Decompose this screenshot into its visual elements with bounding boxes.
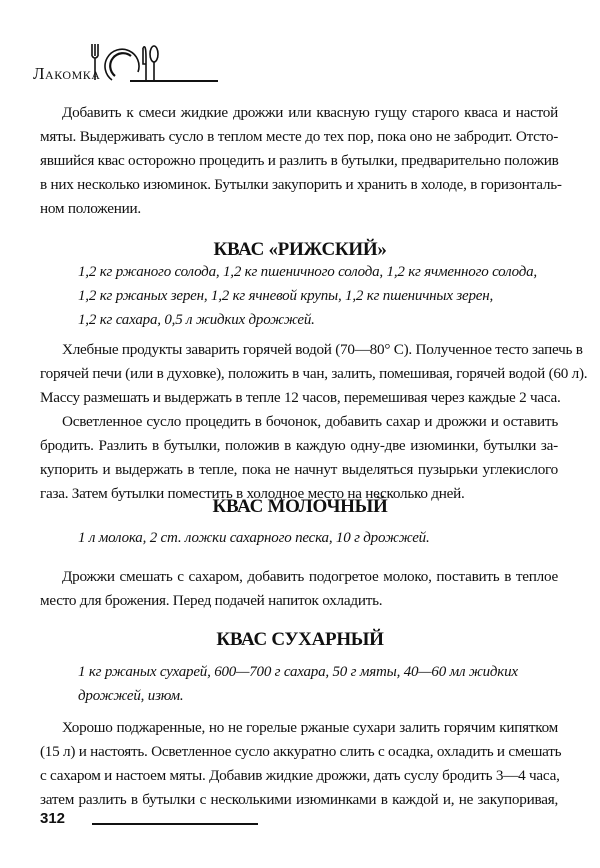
- text-line: Добавить к смеси жидкие дрожжи или квасную гущу старого кваса и настой: [62, 104, 558, 121]
- text-line: (15 л) и настоять. Осветленное сусло аккуратно слить с осадка, охладить и смешать: [40, 743, 562, 760]
- page-number: 312: [40, 810, 66, 827]
- recipe-title: КВАС МОЛОЧНЫЙ: [212, 496, 388, 517]
- ingredients-line: дрожжей, изюм.: [78, 688, 184, 704]
- recipe-title: КВАС «РИЖСКИЙ»: [213, 239, 387, 260]
- text-line: Осветленное сусло процедить в бочонок, добавить сахар и дрожжи и оставить: [62, 413, 558, 430]
- text-line: место для брожения. Перед подачей напиток охладить.: [40, 592, 383, 609]
- text-line: явшийся квас осторожно процедить и разлить в бутылки, предварительно положив: [40, 152, 559, 169]
- text-line: Массу размешать и выдержать в тепле 12 часов, перемешивая через каждые 2 часа.: [40, 389, 561, 406]
- ingredients-line: 1 л молока, 2 ст. ложки сахарного песка, 10 г дрожжей.: [78, 530, 430, 546]
- text-line: купорить и выдержать в тепле, пока не начнут выделяться пузырьки углекислого: [40, 461, 558, 478]
- text-line: в них несколько изюминок. Бутылки закупорить и хранить в холоде, в горизонталь-: [40, 176, 562, 193]
- text-line: газа. Затем бутылки поместить в холодное место на несколько дней.: [40, 485, 465, 502]
- text-line: Дрожжи смешать с сахаром, добавить подогретое молоко, поставить в теплое: [62, 568, 558, 585]
- text-line: затем разлить в бутылки с несколькими изюминками в каждой и, не закупоривая,: [40, 791, 558, 808]
- text-line: горячей печи (или в духовке), положить в чан, залить, помешивая, горячей водой (60 л).: [40, 365, 588, 382]
- ingredients-line: 1 кг ржаных сухарей, 600—700 г сахара, 50 г мяты, 40—60 мл жидких: [78, 664, 518, 680]
- text-line: бродить. Разлить в бутылки, положив в каждую одну-две изюминки, бутылки за-: [40, 437, 558, 454]
- text-line: с сахаром и настоем мяты. Добавив жидкие дрожжи, дать суслу бродить 3—4 часа,: [40, 767, 560, 784]
- tableware-logo-icon: [90, 42, 160, 84]
- header-rule: [130, 80, 218, 82]
- footer-rule: [92, 823, 258, 825]
- text-line: Хлебные продукты заварить горячей водой (70—80° С). Полученное тесто запечь в: [62, 341, 583, 358]
- ingredients-line: 1,2 кг сахара, 0,5 л жидких дрожжей.: [78, 312, 315, 328]
- text-line: ном положении.: [40, 200, 141, 217]
- running-title: Лакомка: [33, 64, 101, 83]
- recipe-title: КВАС СУХАРНЫЙ: [216, 629, 384, 650]
- ingredients-line: 1,2 кг ржаных зерен, 1,2 кг ячневой крупы, 1,2 кг пшеничных зерен,: [78, 288, 494, 304]
- text-line: Хорошо поджаренные, но не горелые ржаные сухари залить горячим кипятком: [62, 719, 558, 736]
- text-line: мяты. Выдерживать сусло в теплом месте до тех пор, пока оно не забродит. Отсто-: [40, 128, 558, 145]
- ingredients-line: 1,2 кг ржаного солода, 1,2 кг пшеничного солода, 1,2 кг ячменного солода,: [78, 264, 537, 280]
